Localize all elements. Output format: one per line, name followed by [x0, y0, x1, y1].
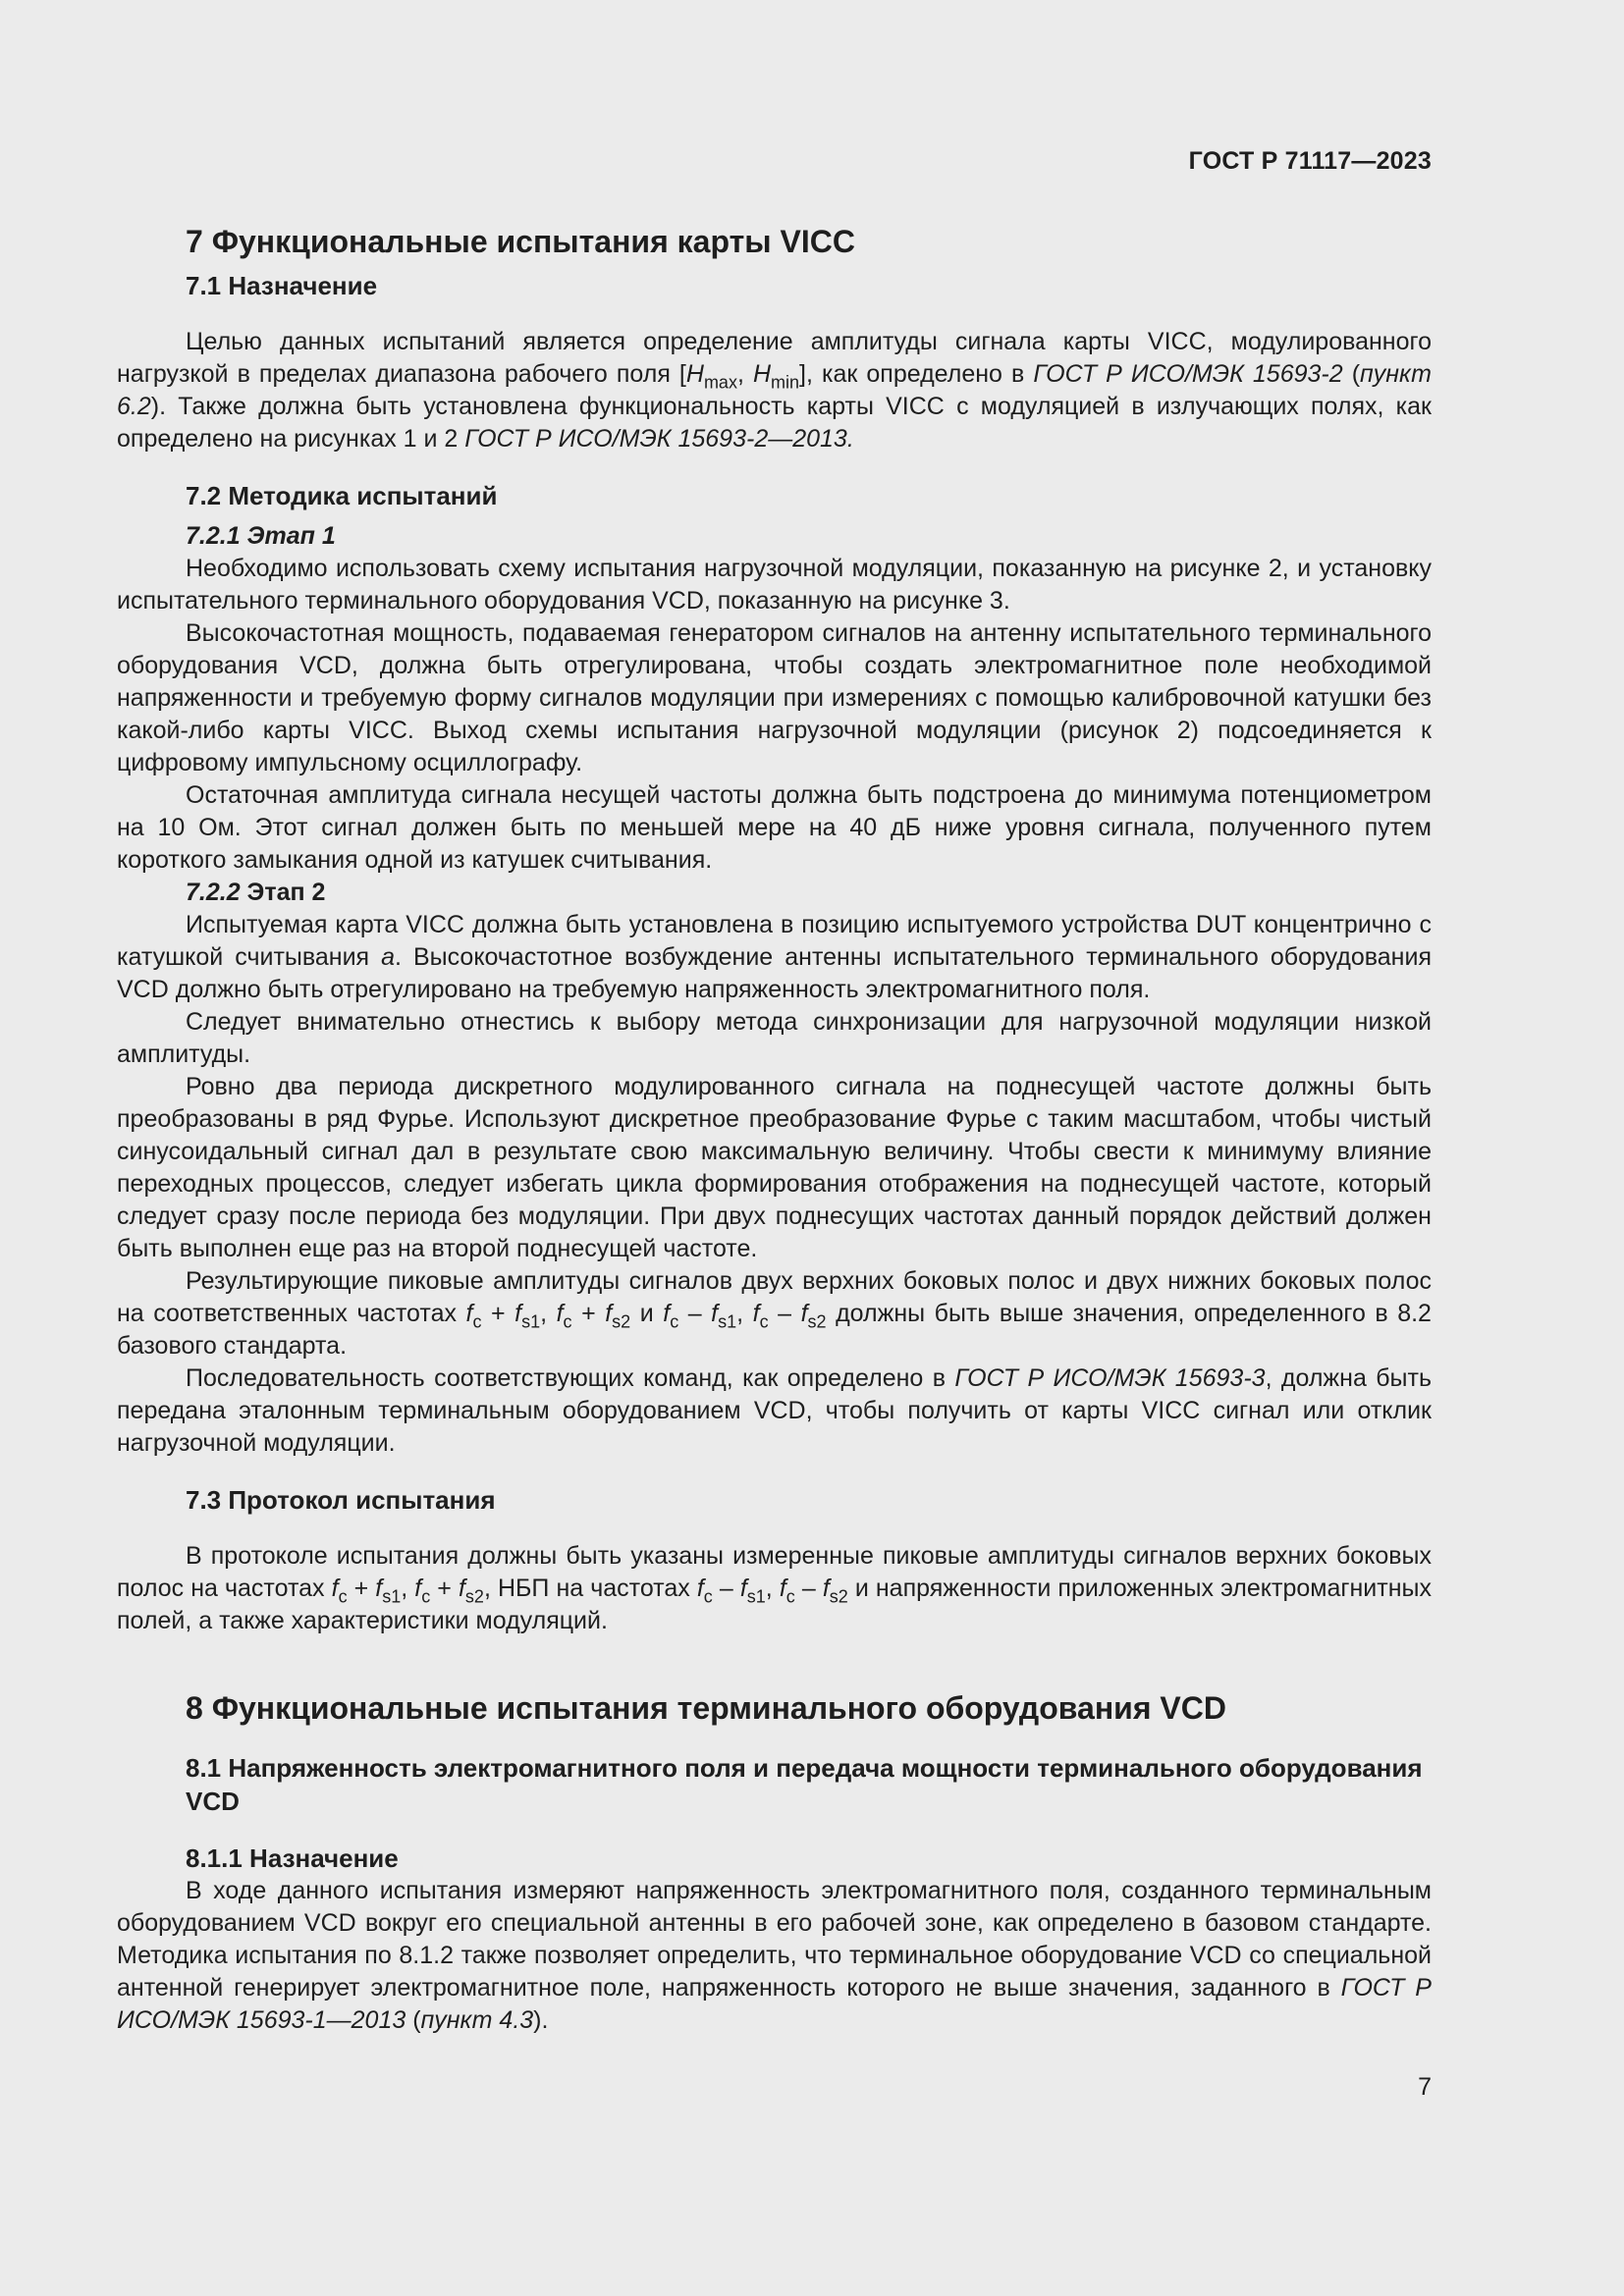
section-7-3-paragraph: В протоколе испытания должны быть указаны измеренные пиковые амплитуды сигналов верхних боковых полос на частотах $f_c + f_{s1}$, $f_c + f_{s2}$, НБП на частотах $f_c - f_{s1}$, $f_c - f_{s2}$ и напряженности приложенных электромагнитных полей, а также характеристики модуляций.: [117, 1542, 1432, 1634]
section-7-1-paragraph: Целью данных испытаний является определение амплитуды сигнала карты VICC, модулированного нагрузкой в пределах диапазона рабочего поля [$H_{max}$, $H_{min}$], как определено в ГОСТ Р ИСО/МЭК 15693-2 (пункт 6.2). Также должна быть установлена функциональность карты VICC с модуляцией в излучающих полях, как определено на рисунках 1 и 2 ГОСТ Р ИСО/МЭК 15693-2—2013.: [117, 328, 1432, 453]
section-7-2-1-heading: 7.2.1 Этап 1: [186, 522, 336, 550]
section-7-2-1-paragraph-3: Остаточная амплитуда сигнала несущей частоты должна быть подстроена до минимума потенциометром на 10 Ом. Этот сигнал должен быть по меньшей мере на 40 дБ ниже уровня сигнала, полученного путем короткого замыкания одной из катушек считывания.: [117, 781, 1432, 874]
section-7-1-heading: 7.1 Назначение: [186, 271, 378, 300]
section-8-1-1-paragraph: В ходе данного испытания измеряют напряженность электромагнитного поля, созданного терминальным оборудованием VCD вокруг его специальной антенны в его рабочей зоне, как определено в базовом стандарте. Методика испытания по 8.1.2 также позволяет определить, что терминальное оборудование VCD со специальной антенной генерирует электромагнитное поле, напряженность которого не выше значения, заданного в ГОСТ Р ИСО/МЭК 15693-1—2013 (пункт 4.3).: [117, 1877, 1432, 2034]
section-7-2-heading: 7.2 Методика испытаний: [186, 481, 498, 510]
section-7-2-2-paragraph-5: Последовательность соответствующих команд, как определено в ГОСТ Р ИСО/МЭК 15693-3, должна быть передана эталонным терминальным оборудованием VCD, чтобы получить от карты VICC сигнал или отклик нагрузочной модуляции.: [117, 1364, 1432, 1457]
section-7-2-1-paragraph-2: Высокочастотная мощность, подаваемая генератором сигналов на антенну испытательного терминального оборудования VCD, должна быть отрегулирована, чтобы создать электромагнитное поле необходимой напряженности и требуемую форму сигналов модуляции при измерениях с помощью калибровочной катушки без какой-либо карты VICC. Выход схемы испытания нагрузочной модуляции (рисунок 2) подсоединяется к цифровому импульсному осциллографу.: [117, 619, 1432, 776]
section-8-1-heading: 8.1 Напряженность электромагнитного поля и передача мощности терминального оборудования VCD: [186, 1753, 1423, 1816]
section-7-2-1-paragraph-1: Необходимо использовать схему испытания нагрузочной модуляции, показанную на рисунке 2, и установку испытательного терминального оборудования VCD, показанную на рисунке 3.: [117, 555, 1432, 614]
section-7-3-heading: 7.3 Протокол испытания: [186, 1485, 496, 1515]
section-8-1-1-heading: 8.1.1 Назначение: [186, 1843, 399, 1873]
section-7-heading: 7 Функциональные испытания карты VICC: [186, 224, 855, 259]
section-7-2-2-paragraph-2: Следует внимательно отнестись к выбору метода синхронизации для нагрузочной модуляции низкой амплитуды.: [117, 1008, 1432, 1068]
section-7-2-2-paragraph-3: Ровно два периода дискретного модулированного сигнала на поднесущей частоте должны быть преобразованы в ряд Фурье. Используют дискретное преобразование Фурье с таким масштабом, чтобы чистый синусоидальный сигнал дал в результате свою максимальную величину. Чтобы свести к минимуму влияние переходных процессов, следует избегать цикла формирования отображения на поднесущей частоте, который следует сразу после периода без модуляции. При двух поднесущих частотах данный порядок действий должен быть выполнен еще раз на второй поднесущей частоте.: [117, 1073, 1432, 1262]
document-id: ГОСТ Р 71117—2023: [1188, 147, 1432, 175]
page-number: 7: [1418, 2073, 1432, 2101]
section-8-heading: 8 Функциональные испытания терминального оборудования VCD: [186, 1690, 1226, 1726]
section-7-2-2-paragraph-1: Испытуемая карта VICC должна быть установлена в позицию испытуемого устройства DUT концентрично с катушкой считывания a. Высокочастотное возбуждение антенны испытательного терминального оборудования VCD должно быть отрегулировано на требуемую напряженность электромагнитного поля.: [117, 911, 1432, 1003]
document-body: [117, 222, 1432, 2037]
section-7-2-2-heading: 7.2.2 Этап 2: [186, 879, 326, 906]
section-7-2-2-paragraph-4: Результирующие пиковые амплитуды сигналов двух верхних боковых полос и двух нижних боковых полос на соответственных частотах $f_c + f_{s1}$, $f_c + f_{s2}$ и $f_c - f_{s1}$, $f_c - f_{s2}$ должны быть выше значения, определенного в 8.2 базового стандарта.: [117, 1267, 1432, 1360]
